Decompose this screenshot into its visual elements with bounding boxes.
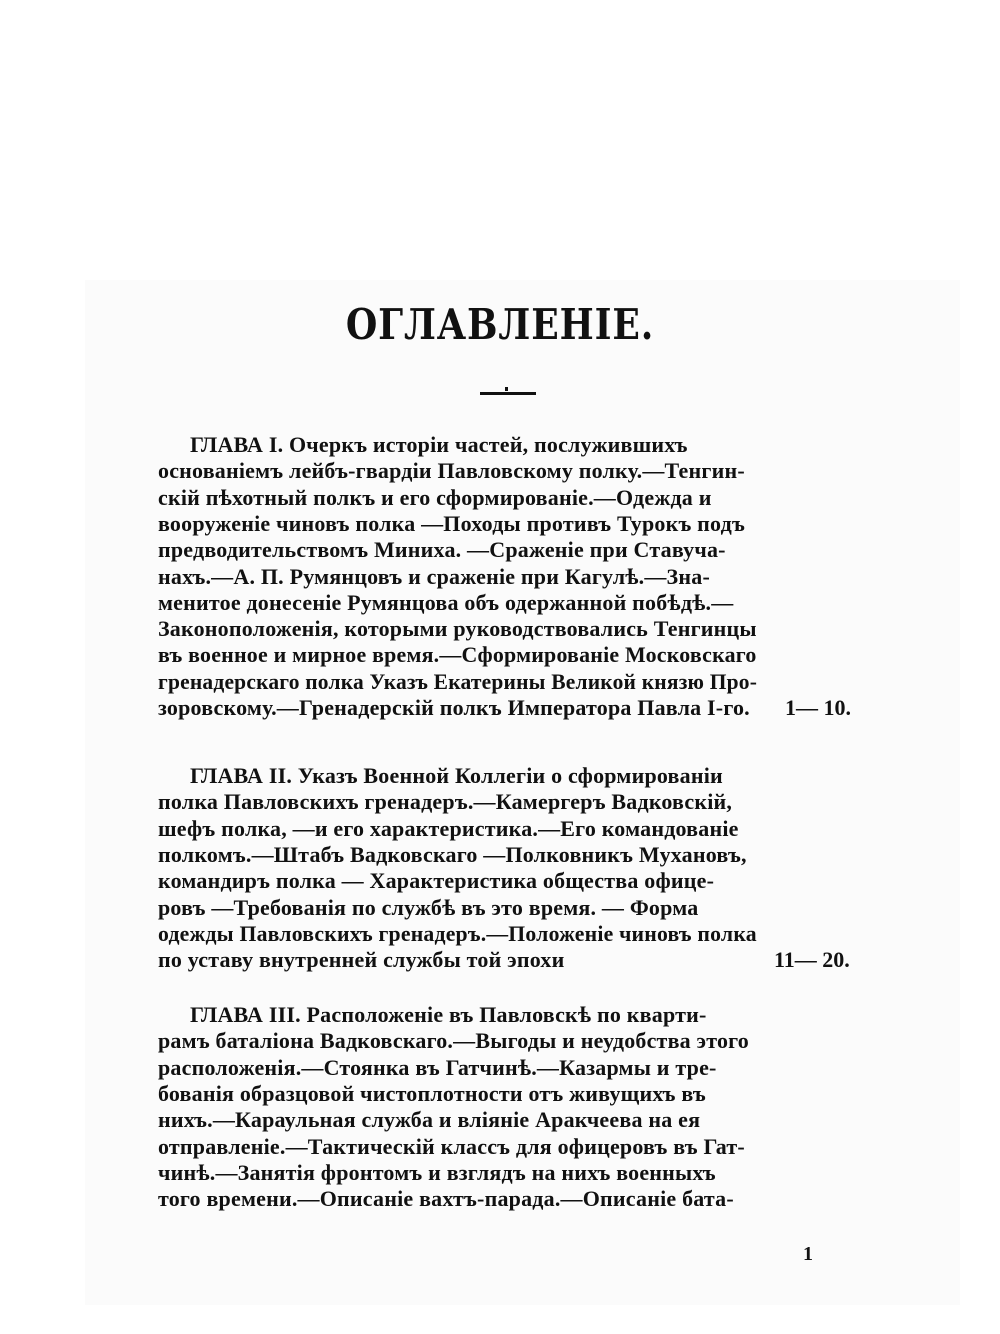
chapter-text-line: чинѣ.—Занятія фронтомъ и взглядъ на нихъ военныхъ <box>158 1159 716 1185</box>
page-title: ОГЛАВЛЕНІЕ. <box>345 300 655 349</box>
chapter-text-line: нахъ.—А. П. Румянцовъ и сраженіе при Кагулѣ.—Зна- <box>158 563 710 589</box>
chapter-text-line: основаніемъ лейбъ-гвардіи Павловскому полку.—Тенгин- <box>158 458 745 484</box>
chapter-text-line: командиръ полка — Характеристика общества офице- <box>158 868 715 894</box>
chapter-text-line: нихъ.—Караульная служба и вліяніе Аракчеева на ея <box>158 1107 701 1133</box>
chapter-text-line: скій пѣхотный полкъ и его сформированіе.—Одежда и <box>158 484 712 510</box>
chapter-text-line: шефъ полка, —и его характеристика.—Его командованіе <box>158 815 739 841</box>
chapter-text-line: отправленіе.—Тактическій классъ для офицеровъ въ Гат- <box>158 1133 745 1159</box>
chapter-text-line: менитое донесеніе Румянцова объ одержанной побѣдѣ.— <box>158 589 734 615</box>
title-rule-ornament <box>505 387 508 391</box>
chapter-text-line: гренадерскаго полка Указъ Екатерины Великой князю Про- <box>158 668 758 694</box>
chapter-heading-line: ГЛАВА II. Указъ Военной Коллегіи о сформированіи <box>190 763 723 788</box>
chapter-text-line: въ военное и мирное время.—Сформированіе Московскаго <box>158 642 757 668</box>
chapter-text-line: предводительствомъ Миниха. —Сраженіе при Ставуча- <box>158 537 726 563</box>
chapter-text-line: полка Павловскихъ гренадеръ.—Камергеръ Вадковскій, <box>158 789 733 815</box>
page-number: 1 <box>803 1243 813 1265</box>
chapter-text-line: бованія образцовой чистоплотности отъ живущихъ въ <box>158 1080 706 1106</box>
chapter-heading-line: ГЛАВА I. Очеркъ исторіи частей, послужившихъ <box>190 432 688 457</box>
chapter-text-line: ровъ —Требованія по службѣ въ это время. — Форма <box>158 894 699 920</box>
chapter-page-range: 1— 10. <box>785 695 851 720</box>
title-rule <box>480 392 536 395</box>
chapter-heading-line: ГЛАВА III. Расположеніе въ Павловскѣ по кварти- <box>190 1002 707 1027</box>
chapter-text-line: зоровскому.—Гренадерскій полкъ Императора Павла I-го. <box>158 695 750 720</box>
chapter-text-line: по уставу внутренней службы той эпохи <box>158 947 565 973</box>
chapter-text-line: полкомъ.—Штабъ Вадковскаго —Полковникъ Мухановъ, <box>158 841 747 867</box>
chapter-text-line: вооруженіе чиновъ полка —Походы противъ Турокъ подъ <box>158 510 745 536</box>
chapter-text-line: рамъ баталіона Вадковскаго.—Выгоды и неудобства этого <box>158 1028 750 1054</box>
chapter-text-line: того времени.—Описаніе вахтъ-парада.—Описаніе бата- <box>158 1186 734 1212</box>
chapter-text-line: одежды Павловскихъ гренадеръ.—Положеніе чиновъ полка <box>158 920 757 946</box>
chapter-page-range: 11— 20. <box>774 947 850 973</box>
chapter-text-line: Законоположенія, которыми руководствовались Тенгинцы <box>158 616 757 642</box>
chapter-text-line: расположенія.—Стоянка въ Гатчинѣ.—Казармы и тре- <box>158 1054 717 1080</box>
